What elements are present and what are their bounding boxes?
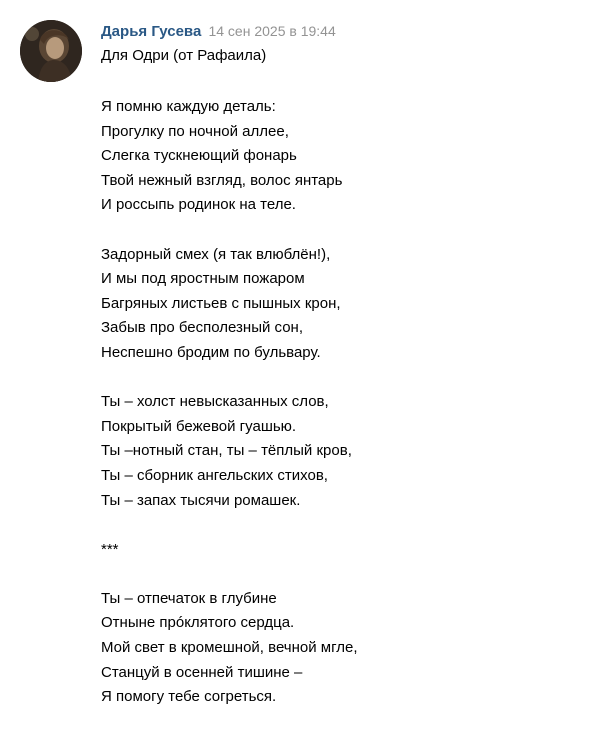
poem-line: Прогулку по ночной аллее, [101,122,289,140]
stanza-4 [101,587,591,710]
stanza-2 [101,243,591,366]
poem-line: Ты –нотный стан, ты – тёплый кров, [101,442,352,460]
poem-line: Задорный смех (я так влюблён!), [101,245,331,263]
poem-line: Неспешно бродим по бульвару. [101,343,321,361]
stanza-gap [101,366,591,391]
poem-line: Ты – сборник ангельских стихов, [101,466,328,484]
stanza-1 [101,95,591,218]
poem-line: Забыв про бесполезный сон, [101,319,304,337]
post-title: Для Одри (от Рафаила) [101,47,267,64]
avatar-photo [20,20,82,82]
poem-line: Слегка тускнеющий фонарь [101,147,297,165]
stanza-gap [101,218,591,243]
avatar[interactable] [20,20,82,82]
poem-line: Покрытый бежевой гуашью. [101,417,297,435]
stanza-3 [101,390,591,513]
poem-line: Ты – отпечаток в глубине [101,589,277,607]
section-separator [101,538,591,563]
post-text [101,95,591,710]
post-header [101,21,336,41]
poem-line: Ты – холст невысказанных слов, [101,393,329,411]
poem-line: Я помогу тебе согреться. [101,688,277,706]
stanza-gap [101,513,591,538]
poem-line: Мой свет в кромешной, вечной мгле, [101,639,358,657]
stanza-gap [101,562,591,587]
asterism: *** [101,540,119,558]
author-name[interactable]: Дарья Гусева [101,23,202,40]
poem-line: Станцуй в осенней тишине – [101,663,303,681]
post-date[interactable]: 14 сен 2025 в 19:44 [208,23,336,39]
poem-line: И россыпь родинок на теле. [101,196,296,214]
poem-line: Твой нежный взгляд, волос янтарь [101,171,343,189]
poem-line: Багряных листьев с пышных крон, [101,294,341,312]
poem-line: Я помню каждую деталь: [101,98,276,115]
poem-line: И мы под яростным пожаром [101,270,305,288]
poem-line: Ты – запах тысячи ромашек. [101,491,301,509]
poem-line: Отныне прóклятого сердца. [101,614,295,632]
